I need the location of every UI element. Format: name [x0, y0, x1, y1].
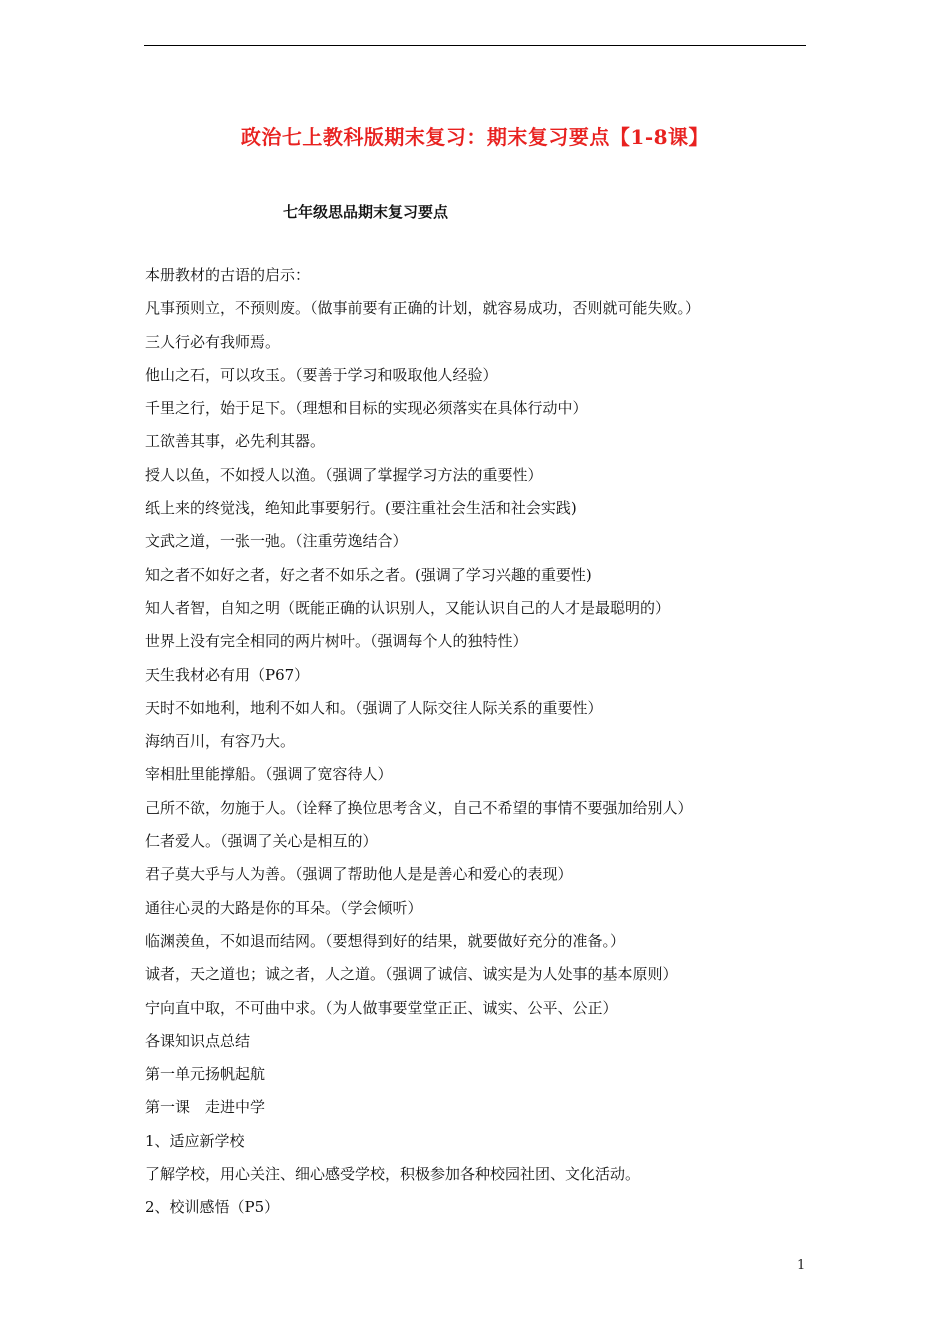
text-line: 宁向直中取，不可曲中求。（为人做事要堂堂正正、诚实、公平、公正） [145, 998, 618, 1017]
text-line: 工欲善其事，必先利其器。 [145, 432, 326, 451]
text-line: 千里之行，始于足下。（理想和目标的实现必须落实在具体行动中） [145, 399, 588, 418]
text-line: 了解学校，用心关注、细心感受学校，积极参加各种校园社团、文化活动。 [145, 1165, 641, 1184]
section-heading: 各课知识点总结 [145, 1031, 251, 1050]
header-rule [144, 45, 806, 46]
text-line: 宰相肚里能撑船。（强调了宽容待人） [145, 765, 393, 784]
text-line: 文武之道，一张一弛。（注重劳逸结合） [145, 532, 408, 551]
text-line: 海纳百川，有容乃大。 [145, 732, 296, 751]
page-number: 1 [797, 1258, 806, 1273]
text-line: 仁者爱人。（强调了关心是相互的） [145, 832, 378, 851]
text-line: 天生我材必有用（P67） [145, 665, 310, 684]
text-line: 知之者不如好之者，好之者不如乐之者。(强调了学习兴趣的重要性) [145, 565, 592, 584]
text-line: 知人者智，自知之明（既能正确的认识别人，又能认识自己的人才是最聪明的） [145, 598, 671, 617]
text-line: 天时不如地利，地利不如人和。（强调了人际交往人际关系的重要性） [145, 698, 603, 717]
text-line: 三人行必有我师焉。 [145, 332, 281, 351]
text-line: 世界上没有完全相同的两片树叶。（强调每个人的独特性） [145, 632, 528, 651]
body-text [145, 263, 825, 1229]
text-line: 他山之石，可以攻玉。（要善于学习和吸取他人经验） [145, 365, 498, 384]
text-line: 2、校训感悟（P5） [145, 1198, 280, 1217]
unit-heading: 第一单元扬帆起航 [145, 1065, 266, 1084]
text-line: 临渊羡鱼，不如退而结网。（要想得到好的结果，就要做好充分的准备。） [145, 931, 626, 950]
document-title: 政治七上教科版期末复习：期末复习要点【1-8课】 [240, 125, 710, 149]
text-line: 己所不欲，勿施于人。（诠释了换位思考含义，自己不希望的事情不要强加给别人） [145, 798, 693, 817]
lesson-heading: 第一课 走进中学 [145, 1098, 266, 1117]
text-line: 1、适应新学校 [145, 1131, 245, 1150]
text-line: 授人以鱼，不如授人以渔。（强调了掌握学习方法的重要性） [145, 465, 543, 484]
text-line: 凡事预则立，不预则废。（做事前要有正确的计划，就容易成功，否则就可能失败。） [145, 299, 701, 318]
text-line: 通往心灵的大路是你的耳朵。（学会倾听） [145, 898, 423, 917]
text-line: 君子莫大乎与人为善。（强调了帮助他人是是善心和爱心的表现） [145, 865, 573, 884]
document-subtitle: 七年级思品期末复习要点 [283, 203, 449, 221]
text-line: 本册教材的古语的启示： [145, 266, 311, 284]
text-line: 纸上来的终觉浅，绝知此事要躬行。(要注重社会生活和社会实践) [145, 499, 577, 518]
text-line: 诚者，天之道也；诚之者，人之道。（强调了诚信、诚实是为人处事的基本原则） [145, 965, 678, 984]
